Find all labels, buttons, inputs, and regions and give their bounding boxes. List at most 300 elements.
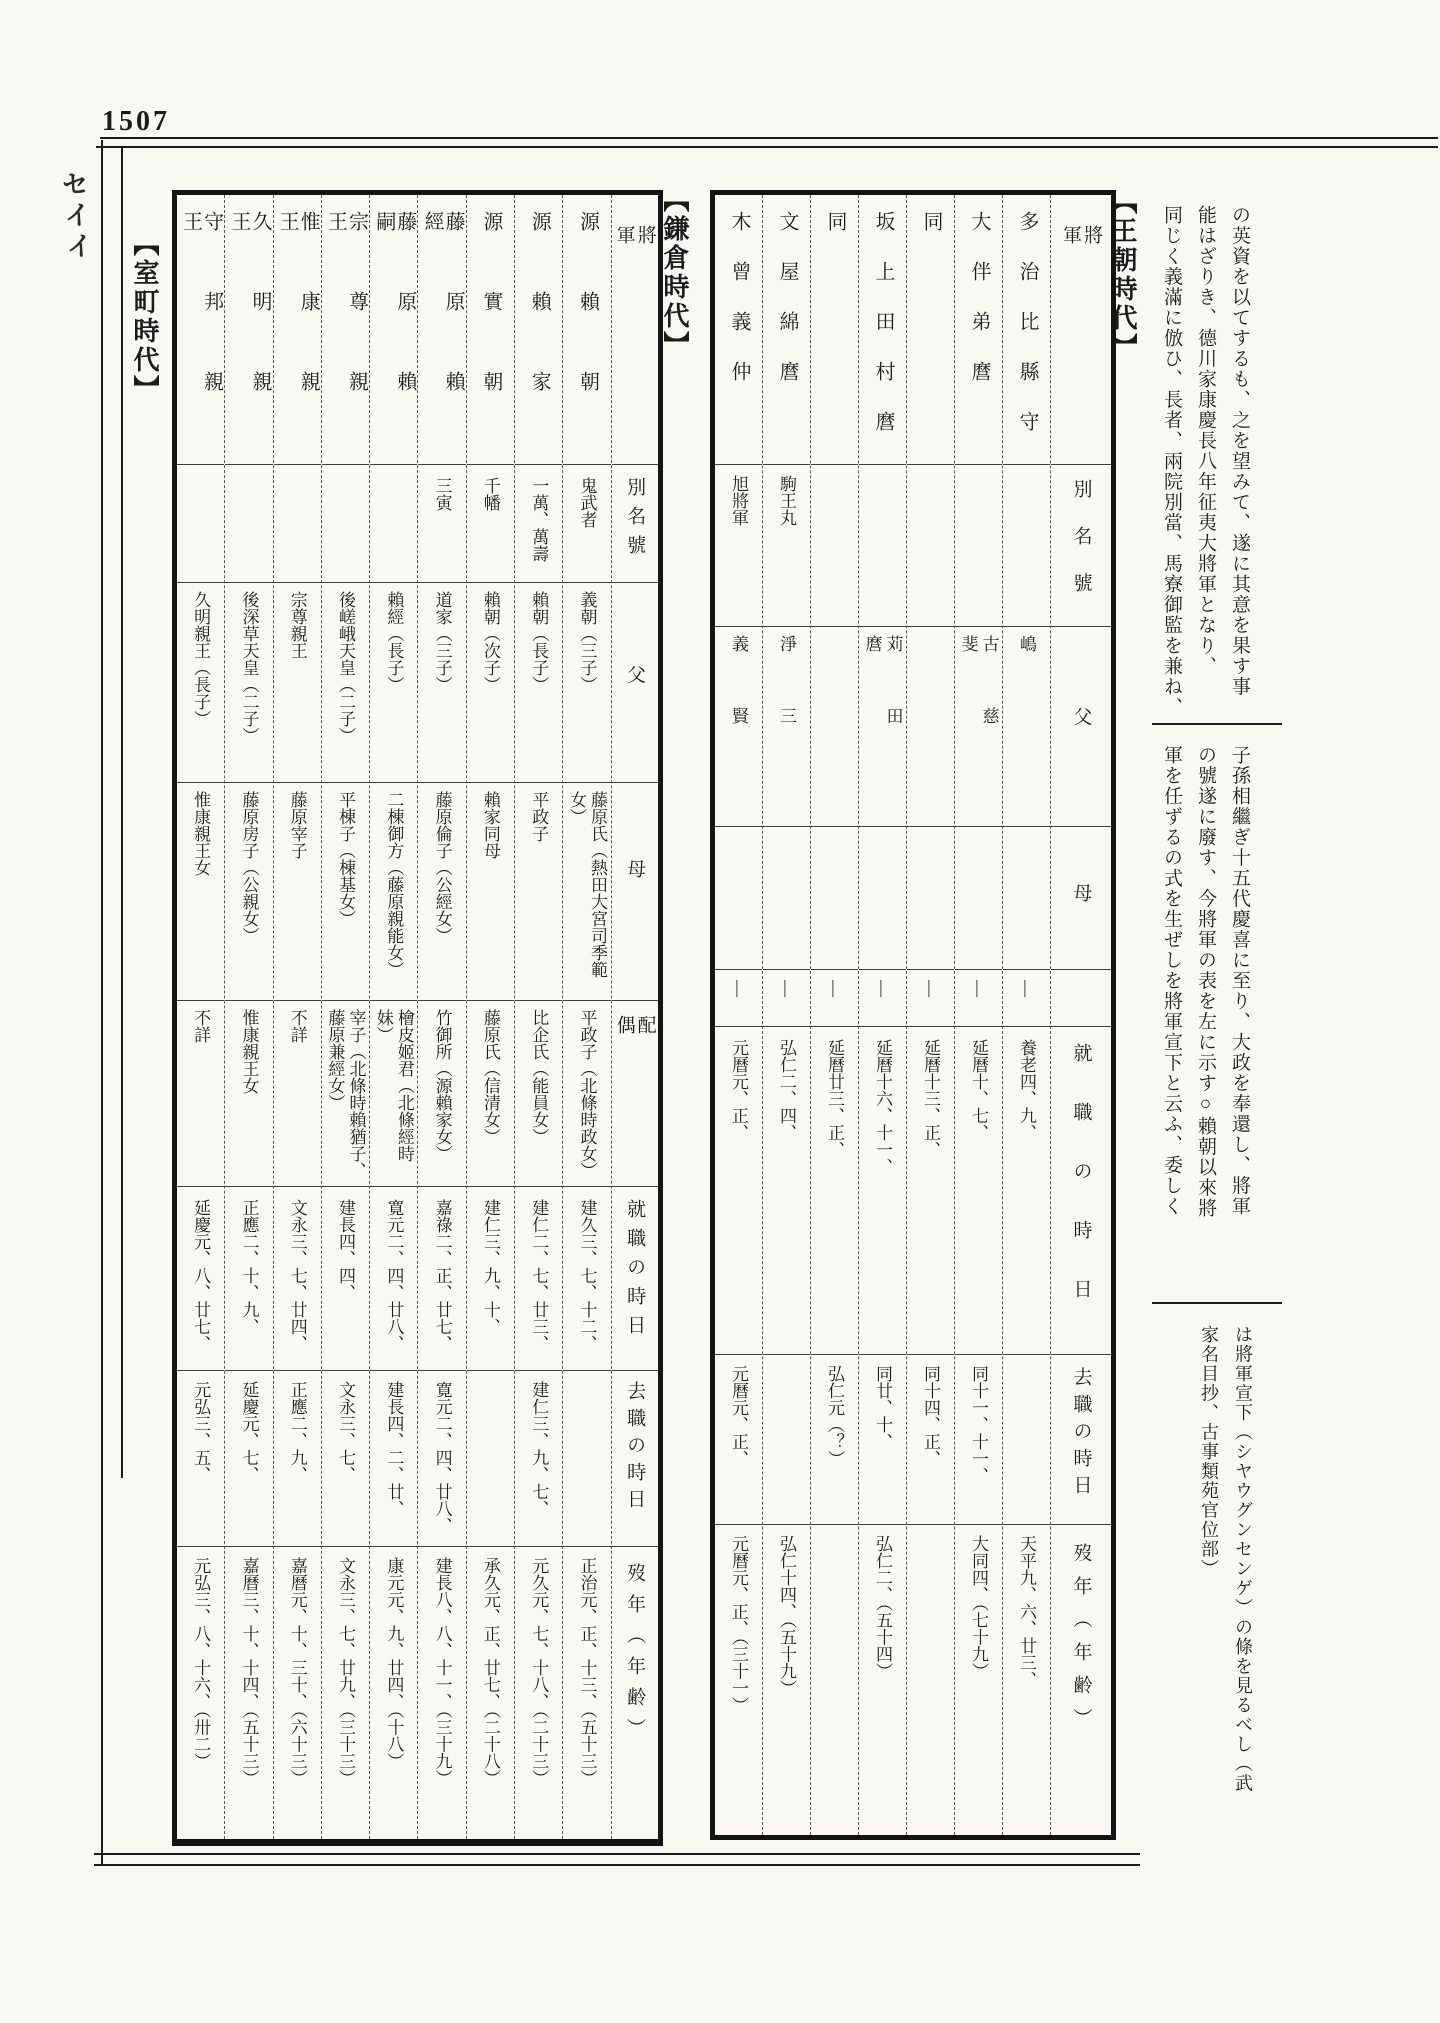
cell-left-date-text: 正應二、九、 (287, 1381, 307, 1483)
ocho-era-shogun-table (710, 190, 1116, 1840)
cell-father-text: 嶋 (1017, 635, 1036, 652)
shogun-column (370, 195, 418, 1839)
cell-mother (715, 827, 762, 970)
cell-alias (370, 465, 417, 583)
header-cell (1051, 465, 1111, 627)
cell-death-year (763, 1525, 810, 1835)
cell-alias (763, 465, 810, 627)
cell-appointed-date-text: 寛元二、四、廿八、 (384, 1199, 404, 1352)
header-label: 配偶 (613, 1015, 656, 1114)
header-cell (1051, 1355, 1111, 1525)
cell-mother-text: 惟康親王女 (191, 791, 211, 876)
cell-left-date-text: 元弘三、五、 (191, 1381, 211, 1483)
cell-father (955, 627, 1002, 827)
shogun-column (467, 195, 515, 1839)
cell-alias (859, 465, 906, 627)
cell-shogun-name (177, 195, 224, 465)
cell-spouse-text: — (777, 980, 796, 997)
cell-shogun-name-text: 坂上田村麿 (872, 211, 894, 461)
header-label: 別名號 (624, 477, 646, 564)
cell-death-year-text: 建長八、八、十一、（三十九） (432, 1557, 452, 1787)
header-label: 母 (624, 859, 646, 878)
cell-alias-text: 鬼武者 (577, 477, 597, 528)
shogun-column (322, 195, 370, 1839)
cell-appointed-date (225, 1187, 272, 1371)
cell-alias (225, 465, 272, 583)
cell-spouse-text: 比企氏（能員女） (529, 1009, 549, 1145)
cell-father-text: 義賢 (729, 635, 748, 779)
cell-spouse-text: — (825, 980, 844, 997)
cell-shogun-name (418, 195, 465, 465)
cell-death-year (467, 1547, 514, 1839)
bottom-rule-outer (94, 1853, 1140, 1855)
cell-alias-text: 千幡 (480, 477, 500, 511)
cell-left-date (515, 1371, 562, 1547)
cell-spouse (370, 1001, 417, 1187)
cell-appointed-date (467, 1187, 514, 1371)
header-cell (612, 1371, 658, 1547)
cell-appointed-date-text: 元曆元、正、 (729, 1039, 748, 1141)
cell-death-year (418, 1547, 465, 1839)
cell-appointed-date (177, 1187, 224, 1371)
cell-left-date-text: 同十四、正、 (921, 1365, 940, 1467)
cell-left-date (563, 1371, 610, 1547)
shogun-column (225, 195, 273, 1839)
cell-left-date (907, 1355, 954, 1525)
intro-divider-2 (1152, 1302, 1282, 1304)
cell-shogun-name-text: 同 (824, 211, 846, 261)
cell-father (370, 583, 417, 783)
cell-spouse (715, 970, 762, 1027)
cell-left-date (811, 1355, 858, 1525)
cell-father (515, 583, 562, 783)
shogun-column (418, 195, 466, 1839)
cell-death-year-text: 正治元、正、十三、（五十三） (577, 1557, 597, 1787)
cell-death-year-text: 弘仁十四、（五十九） (777, 1535, 796, 1697)
cell-father (418, 583, 465, 783)
cell-appointed-date-text: 建仁三、九、十、 (480, 1199, 500, 1335)
cell-father-text: 久明親王（長子） (191, 591, 211, 727)
cell-death-year (715, 1525, 762, 1835)
cell-death-year (859, 1525, 906, 1835)
shogun-column (811, 195, 859, 1835)
shogun-column (274, 195, 322, 1839)
header-label: 將軍 (1060, 225, 1102, 414)
kamakura-era-shogun-table (172, 190, 663, 1846)
cell-shogun-name (811, 195, 858, 465)
cell-spouse (907, 970, 954, 1027)
cell-father (563, 583, 610, 783)
cell-shogun-name (763, 195, 810, 465)
cell-mother (225, 783, 272, 1001)
cell-alias (715, 465, 762, 627)
header-label: 父 (624, 665, 646, 684)
cell-death-year (225, 1547, 272, 1839)
left-rule-outer (101, 140, 103, 1864)
cell-death-year-text: 元曆元、正、（三十一） (729, 1535, 748, 1714)
cell-left-date (859, 1355, 906, 1525)
cell-death-year-text: 文永三、七、廿九、（三十三） (336, 1557, 356, 1787)
cell-spouse-text: 惟康親王女 (239, 1009, 259, 1094)
cell-alias (177, 465, 224, 583)
cell-appointed-date-text: 延曆十、七、 (969, 1039, 988, 1141)
cell-shogun-name (907, 195, 954, 465)
cell-death-year (177, 1547, 224, 1839)
header-cell (612, 1001, 658, 1187)
cell-shogun-name-text: 藤原賴經 (421, 211, 465, 451)
cell-spouse-text: 不詳 (191, 1009, 211, 1043)
cell-appointed-date-text: 文永三、七、廿四、 (287, 1199, 307, 1352)
cell-spouse (322, 1001, 369, 1187)
cell-appointed-date-text: 延曆十六、十一、 (873, 1039, 892, 1175)
header-label: 別名號 (1070, 479, 1092, 620)
cell-mother (322, 783, 369, 1001)
cell-shogun-name (322, 195, 369, 465)
cell-shogun-name (515, 195, 562, 465)
cell-appointed-date-text: 延慶元、八、廿七、 (191, 1199, 211, 1352)
cell-shogun-name-text: 久明親王 (227, 211, 271, 451)
cell-shogun-name-text: 宗尊親王 (324, 211, 368, 451)
cell-shogun-name (563, 195, 610, 465)
header-cell (1051, 970, 1111, 1027)
cell-mother-text: 藤原倫子（公經女） (432, 791, 452, 944)
cell-death-year (907, 1525, 954, 1835)
intro-line: は將軍宣下（シヤウグンセンゲ）の條を見るべし（武 (1233, 1325, 1253, 1793)
cell-shogun-name (467, 195, 514, 465)
cell-mother-text: 藤原宰子 (287, 791, 307, 859)
header-label: 就職の時日 (1070, 1043, 1092, 1338)
cell-left-date (274, 1371, 321, 1547)
cell-left-date-text: 同廿、十、 (873, 1365, 892, 1450)
cell-mother (763, 827, 810, 970)
cell-mother (177, 783, 224, 1001)
cell-death-year-text: 元弘三、八、十六、（卅二） (191, 1557, 211, 1770)
cell-appointed-date (811, 1027, 858, 1355)
cell-death-year-text: 元久元、七、十八、（二十三） (529, 1557, 549, 1787)
section-title-muromachi: 【室町時代】 (130, 230, 159, 404)
cell-spouse (467, 1001, 514, 1187)
cell-left-date-text: 弘仁元（？） (825, 1365, 844, 1467)
cell-spouse (563, 1001, 610, 1187)
cell-spouse (811, 970, 858, 1027)
cell-shogun-name-text: 多治比縣守 (1016, 211, 1038, 461)
cell-appointed-date-text: 建久三、七、十二、 (577, 1199, 597, 1352)
bottom-rule-inner (94, 1864, 1140, 1866)
cell-left-date-text: 建仁三、九、七、 (529, 1381, 549, 1517)
cell-father-text: 後嵯峨天皇（二子） (336, 591, 356, 744)
cell-death-year-text: 嘉曆元、十、三十、（六十三） (287, 1557, 307, 1787)
shogun-column (907, 195, 955, 1835)
cell-spouse-text: 竹御所（源賴家女） (432, 1009, 452, 1162)
cell-shogun-name (370, 195, 417, 465)
cell-father (274, 583, 321, 783)
cell-left-date (177, 1371, 224, 1547)
cell-death-year-text: 康元元、九、廿四、（十八） (384, 1557, 404, 1770)
cell-mother (1003, 827, 1050, 970)
header-cell (612, 783, 658, 1001)
cell-death-year (322, 1547, 369, 1839)
cell-mother (563, 783, 610, 1001)
cell-left-date-text: 延慶元、七、 (239, 1381, 259, 1483)
cell-spouse (274, 1001, 321, 1187)
cell-shogun-name-text: 藤原賴嗣 (372, 211, 416, 451)
cell-spouse-text: 檜皮姬君（北條經時妹） (373, 1009, 414, 1162)
intro-line: の英資を以てするも、之を望みて、遂に其意を果す事 (1229, 205, 1250, 697)
shogun-column (955, 195, 1003, 1835)
cell-father (1003, 627, 1050, 827)
shogun-column (177, 195, 225, 1839)
intro-paragraph-3 (1188, 1325, 1260, 1793)
cell-death-year (274, 1547, 321, 1839)
cell-appointed-date (859, 1027, 906, 1355)
cell-death-year-text: 承久元、正、廿七、（二十八） (480, 1557, 500, 1787)
cell-spouse-text: — (969, 980, 988, 997)
header-cell (612, 583, 658, 783)
cell-mother (907, 827, 954, 970)
header-label: 去職の時日 (624, 1381, 646, 1516)
cell-left-date (370, 1371, 417, 1547)
cell-spouse-text: 宰子（北條時賴猶子、藤原兼經女） (325, 1009, 366, 1179)
header-cell (1051, 1525, 1111, 1835)
cell-spouse (515, 1001, 562, 1187)
intro-paragraph-2 (1150, 745, 1256, 1290)
intro-line: の號遂に廢す、今將軍の表を左に示す○賴朝以來將 (1195, 745, 1216, 1219)
cell-spouse-text: — (1017, 980, 1036, 997)
shogun-column (1003, 195, 1051, 1835)
cell-death-year-text: 天平九、六、廿三、 (1017, 1535, 1036, 1688)
cell-death-year-text: 弘仁二、（五十四） (873, 1535, 892, 1680)
top-rule-inner (96, 146, 1438, 148)
cell-alias (515, 465, 562, 583)
cell-alias (467, 465, 514, 583)
cell-father (811, 627, 858, 827)
cell-alias (907, 465, 954, 627)
intro-line: 家名目抄、古事類苑官位部） (1199, 1325, 1219, 1579)
cell-shogun-name (274, 195, 321, 465)
cell-father-text: 義朝（三子） (577, 591, 597, 693)
cell-shogun-name-text: 木曾義仲 (728, 211, 750, 411)
header-cell (1051, 827, 1111, 970)
cell-appointed-date (418, 1187, 465, 1371)
cell-left-date (1003, 1355, 1050, 1525)
cell-alias-text: 駒王丸 (777, 475, 796, 526)
cell-left-date (322, 1371, 369, 1547)
cell-alias (322, 465, 369, 583)
header-cell (1051, 627, 1111, 827)
header-cell (612, 465, 658, 583)
cell-mother-text: 平政子 (529, 791, 549, 842)
cell-mother (811, 827, 858, 970)
header-label: 母 (1070, 883, 1092, 902)
cell-left-date (225, 1371, 272, 1547)
cell-father-text: 後深草天皇（二子） (239, 591, 259, 744)
cell-spouse-text: 藤原氏（信清女） (480, 1009, 500, 1145)
header-label: 歿年（年齢） (1070, 1543, 1092, 1741)
header-cell (612, 1547, 658, 1839)
cell-death-year (515, 1547, 562, 1839)
cell-father-text: 淨三 (777, 635, 796, 779)
cell-left-date (763, 1355, 810, 1525)
cell-father (907, 627, 954, 827)
cell-father (322, 583, 369, 783)
margin-annotation: セイイ (56, 169, 94, 264)
cell-father (225, 583, 272, 783)
header-cell (612, 195, 658, 465)
cell-alias-text: 旭將軍 (729, 475, 748, 526)
cell-alias (1003, 465, 1050, 627)
shogun-column (859, 195, 907, 1835)
cell-appointed-date-text: 養老四、九、 (1017, 1039, 1036, 1141)
intro-divider-1 (1152, 723, 1282, 725)
section-title-kamakura: 【鎌倉時代】 (660, 186, 689, 360)
cell-spouse-text: — (873, 980, 892, 997)
cell-father-text: 道家（三子） (432, 591, 452, 693)
left-rule-inner (121, 148, 123, 1478)
cell-appointed-date-text: 正應二、十、九、 (239, 1199, 259, 1335)
cell-left-date (467, 1371, 514, 1547)
cell-appointed-date (955, 1027, 1002, 1355)
cell-father (763, 627, 810, 827)
cell-appointed-date (563, 1187, 610, 1371)
cell-death-year (563, 1547, 610, 1839)
intro-line: 子孫相繼ぎ十五代慶喜に至り、大政を奉還し、將軍 (1229, 745, 1250, 1217)
cell-spouse (763, 970, 810, 1027)
cell-left-date (715, 1355, 762, 1525)
intro-line: 能はざりき、德川家康慶長八年征夷大將軍となり、 (1195, 205, 1216, 677)
cell-father (467, 583, 514, 783)
cell-mother-text: 平棟子（棟基女） (336, 791, 356, 927)
cell-shogun-name-text: 源賴朝 (576, 211, 599, 451)
cell-shogun-name-text: 惟康親王 (276, 211, 320, 451)
header-label: 去職の時日 (1070, 1367, 1092, 1502)
cell-father-text: 賴經（長子） (384, 591, 404, 693)
cell-left-date (418, 1371, 465, 1547)
cell-alias (418, 465, 465, 583)
cell-mother (370, 783, 417, 1001)
cell-appointed-date-text: 延曆十三、正、 (921, 1039, 940, 1158)
cell-mother-text: 二棟御方（藤原親能女） (384, 791, 404, 978)
cell-death-year-text: 嘉曆三、十、十四、（五十三） (239, 1557, 259, 1787)
cell-left-date-text: 元曆元、正、 (729, 1365, 748, 1467)
cell-spouse-text: 平政子（北條時政女） (577, 1009, 597, 1179)
cell-shogun-name-text: 同 (920, 211, 942, 261)
cell-alias-text: 一萬、萬壽 (529, 477, 549, 562)
header-label: 將軍 (613, 225, 656, 414)
cell-mother (955, 827, 1002, 970)
page-number: 1507 (102, 106, 170, 137)
cell-spouse (177, 1001, 224, 1187)
cell-death-year (370, 1547, 417, 1839)
cell-father-text: 古慈斐 (958, 635, 999, 779)
cell-death-year (955, 1525, 1002, 1835)
intro-line: 軍を任ずるの式を生ぜしを將軍宣下と云ふ、委しく (1161, 745, 1182, 1217)
shogun-column (515, 195, 563, 1839)
cell-mother-text: 藤原氏（熱田大宮司季範女） (567, 791, 608, 978)
cell-spouse (955, 970, 1002, 1027)
cell-mother (467, 783, 514, 1001)
cell-appointed-date (322, 1187, 369, 1371)
cell-death-year (811, 1525, 858, 1835)
cell-shogun-name (1003, 195, 1050, 465)
header-cell (1051, 1027, 1111, 1355)
cell-appointed-date (274, 1187, 321, 1371)
cell-spouse (225, 1001, 272, 1187)
cell-mother (515, 783, 562, 1001)
cell-left-date-text: 文永三、七、 (336, 1381, 356, 1483)
cell-mother (274, 783, 321, 1001)
cell-father (177, 583, 224, 783)
cell-left-date-text: 建長四、二、廿、 (384, 1381, 404, 1517)
cell-appointed-date-text: 建仁二、七、廿三、 (529, 1199, 549, 1352)
cell-alias-text: 三寅 (432, 477, 452, 511)
cell-death-year (1003, 1525, 1050, 1835)
cell-shogun-name-text: 源賴家 (528, 211, 551, 451)
cell-appointed-date (763, 1027, 810, 1355)
cell-appointed-date-text: 建長四、四、 (336, 1199, 356, 1301)
cell-spouse (859, 970, 906, 1027)
section-title-ocho: 【王朝時代】 (1108, 188, 1137, 362)
cell-death-year-text: 大同四、（七十九） (969, 1535, 988, 1680)
cell-shogun-name (859, 195, 906, 465)
header-label: 歿年（年齢） (624, 1563, 646, 1749)
header-column (1051, 195, 1111, 1835)
cell-left-date-text: 同十一、十一、 (969, 1365, 988, 1484)
shogun-column (715, 195, 763, 1835)
cell-shogun-name (225, 195, 272, 465)
intro-line: 同じく義滿に倣ひ、長者、兩院別當、馬寮御監を兼ね、 (1161, 205, 1182, 718)
header-label: 就職の時日 (624, 1199, 646, 1344)
cell-appointed-date (370, 1187, 417, 1371)
cell-alias (811, 465, 858, 627)
cell-spouse-text: 不詳 (287, 1009, 307, 1043)
intro-paragraph-1 (1150, 205, 1256, 725)
cell-mother-text: 藤原房子（公親女） (239, 791, 259, 944)
cell-spouse (418, 1001, 465, 1187)
cell-left-date (955, 1355, 1002, 1525)
cell-alias (563, 465, 610, 583)
cell-appointed-date (715, 1027, 762, 1355)
cell-father-text: 宗尊親王 (287, 591, 307, 659)
cell-father-text: 賴朝（長子） (529, 591, 549, 693)
header-column (612, 195, 658, 1839)
cell-left-date-text: 寛元二、四、廿八、 (432, 1381, 452, 1534)
shogun-column (563, 195, 611, 1839)
cell-appointed-date-text: 嘉祿二、正、廿七、 (432, 1199, 452, 1352)
cell-spouse (1003, 970, 1050, 1027)
cell-father (859, 627, 906, 827)
cell-appointed-date-text: 延曆廿三、正、 (825, 1039, 844, 1158)
cell-alias (955, 465, 1002, 627)
cell-spouse-text: — (921, 980, 940, 997)
cell-shogun-name-text: 源實朝 (479, 211, 502, 451)
cell-mother (418, 783, 465, 1001)
cell-shogun-name (715, 195, 762, 465)
header-cell (612, 1187, 658, 1371)
cell-appointed-date (1003, 1027, 1050, 1355)
cell-mother-text: 賴家同母 (480, 791, 500, 859)
cell-father (715, 627, 762, 827)
cell-alias (274, 465, 321, 583)
cell-shogun-name-text: 文屋綿麿 (776, 211, 798, 411)
shogun-column (763, 195, 811, 1835)
top-rule-outer (100, 137, 1438, 139)
cell-appointed-date (515, 1187, 562, 1371)
cell-spouse-text: — (729, 980, 748, 997)
cell-mother (859, 827, 906, 970)
header-label: 父 (1070, 707, 1092, 726)
cell-shogun-name (955, 195, 1002, 465)
cell-father-text: 苅田麿 (862, 635, 903, 779)
